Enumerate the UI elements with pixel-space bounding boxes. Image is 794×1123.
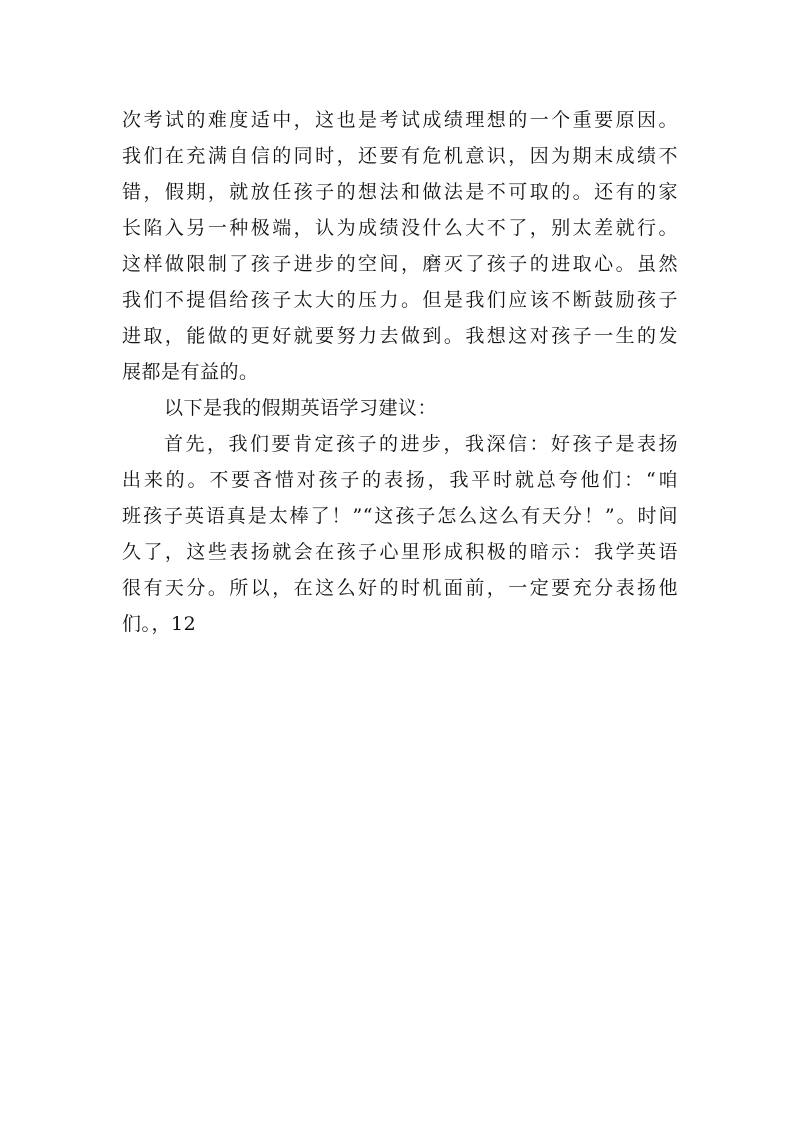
text-line: 这样做限制了孩子进步的空间，磨灭了孩子的进取心。虽然: [122, 253, 678, 275]
text-line: 错，假期，就放任孩子的想法和做法是不可取的。还有的家: [122, 181, 678, 203]
text-line: 我们在充满自信的同时，还要有危机意识，因为期末成绩不: [122, 145, 678, 167]
text-line: 长陷入另一种极端，认为成绩没什么大不了，别太差就行。: [122, 217, 678, 239]
paragraph-heading: 以下是我的假期英语学习建议：: [164, 397, 438, 419]
text-line: 展都是有益的。: [122, 361, 259, 383]
text-line: 进取，能做的更好就要努力去做到。我想这对孩子一生的发: [122, 325, 678, 347]
text-line: 次考试的难度适中，这也是考试成绩理想的一个重要原因。: [122, 109, 678, 131]
text-line: 班孩子英语真是太棒了！”“这孩子怎么这么有天分！”。时间: [122, 505, 678, 527]
text-line: 我们不提倡给孩子太大的压力。但是我们应该不断鼓励孩子: [122, 289, 678, 311]
text-line: 首先，我们要肯定孩子的进步，我深信：好孩子是表扬: [164, 433, 678, 455]
body-text: [122, 102, 678, 642]
text-line: 们。，12: [122, 613, 197, 635]
text-line: 出来的。不要吝惜对孩子的表扬，我平时就总夸他们：“咱: [122, 469, 678, 491]
text-line: 久了，这些表扬就会在孩子心里形成积极的暗示：我学英语: [122, 541, 678, 563]
text-line: 很有天分。所以，在这么好的时机面前，一定要充分表扬他: [122, 577, 678, 599]
